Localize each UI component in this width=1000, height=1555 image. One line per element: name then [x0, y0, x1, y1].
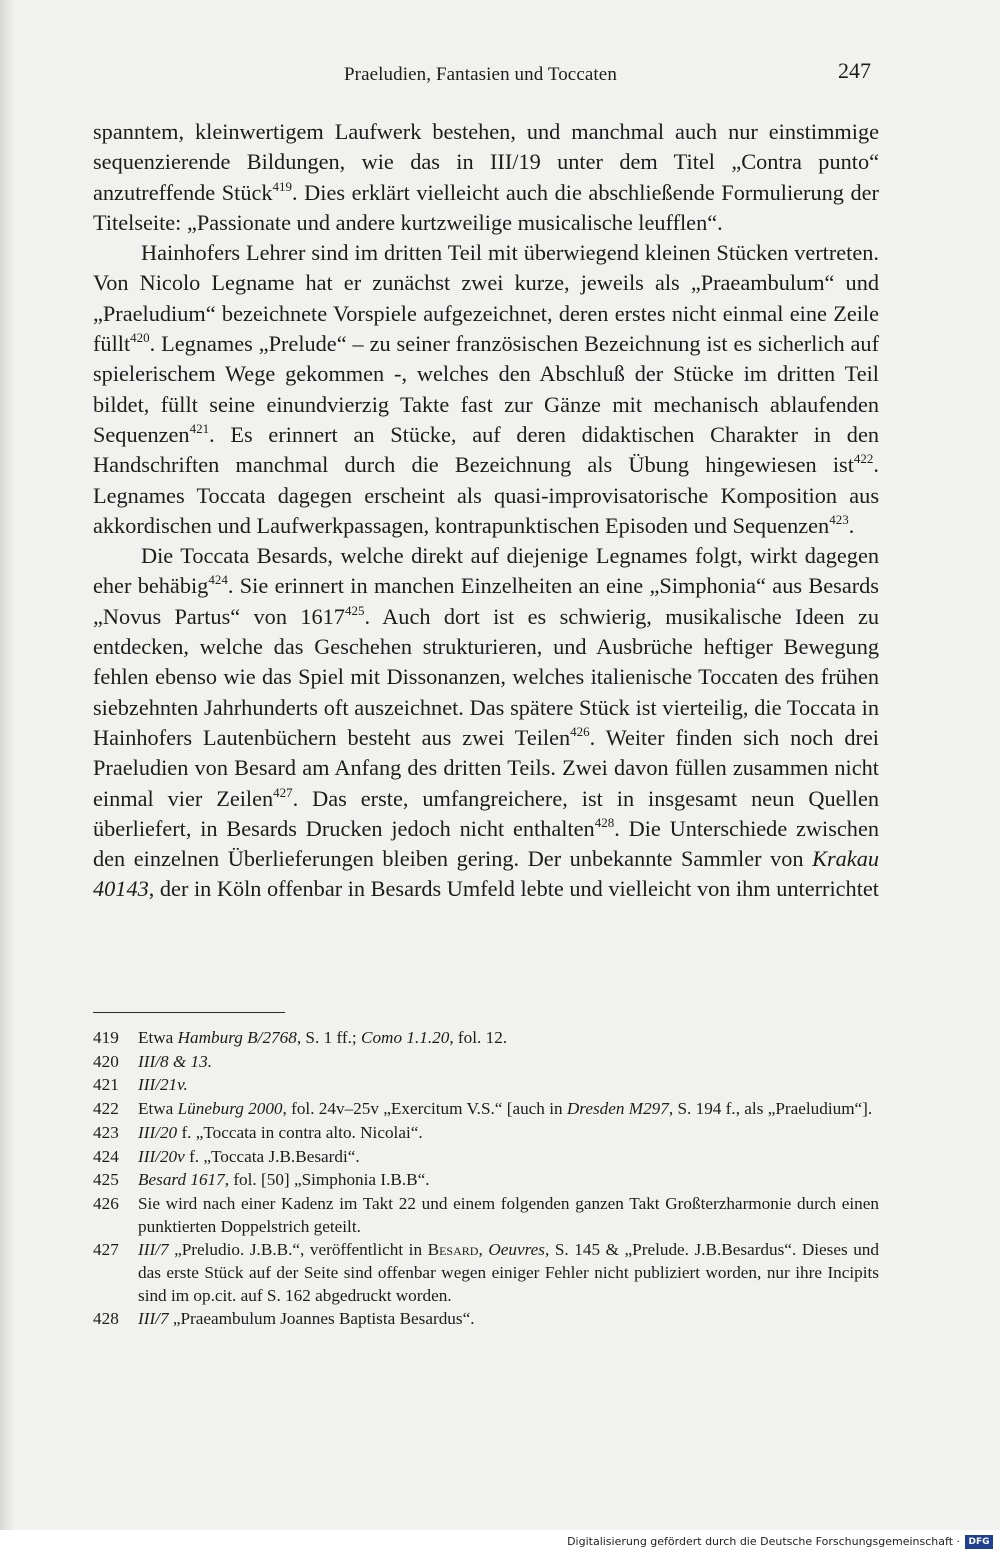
footnote-number: 420 [93, 1051, 119, 1071]
footnotes [93, 1027, 879, 1332]
digitization-credit-bar [0, 1530, 1000, 1555]
footnote-420 [93, 1051, 879, 1074]
italic-source: III/21v. [138, 1075, 188, 1095]
dfg-logo[interactable]: DFG [965, 1535, 993, 1549]
text-run: Etwa [138, 1099, 178, 1119]
italic-source: III/8 & 13. [138, 1051, 212, 1071]
italic-source: Hamburg B/2768 [177, 1028, 297, 1047]
italic-source: III/20 [138, 1122, 178, 1142]
italic-source: Besard 1617 [138, 1170, 225, 1190]
text-run: . Weiter finden sich noch drei Praeludien von Besard am Anfang des dritten Teils. Zwei davon füllen zusammen nicht einmal vier Zeilen [93, 724, 879, 811]
footnote-number: 423 [93, 1122, 119, 1142]
footnote-ref-422[interactable]: 422 [853, 451, 874, 467]
paragraph-2 [93, 238, 879, 541]
footnote-419 [93, 1027, 879, 1050]
footnote-number: 421 [93, 1075, 119, 1095]
text-run: , der in Köln offenbar in Besards Umfeld lebte und vielleicht von ihm unterrichtet [148, 876, 879, 902]
footnote-number: 428 [93, 1309, 119, 1329]
footnote-ref-421[interactable]: 421 [189, 420, 210, 436]
text-run: . Legnames „Prelude“ – zu seiner französischen Bezeichnung ist es sicherlich auf spielerischem Wege gekommen -, welches den Abschluß der Stücke im dritten Teil bildet, füllt seine einundvierzig Takte fast zur Gänze mit mechanisch ablaufenden Sequenzen [93, 331, 879, 447]
text-run: „Preludio. J.B.B.“, veröffentlicht in [168, 1240, 428, 1260]
footnote-ref-419[interactable]: 419 [272, 178, 293, 194]
footnote-separator [93, 1012, 285, 1013]
footnote-number: 419 [93, 1028, 119, 1047]
footnote-ref-420[interactable]: 420 [130, 330, 150, 346]
footnote-number: 425 [93, 1170, 119, 1190]
running-title: Praeludien, Fantasien und Toccaten [344, 64, 617, 85]
text-run: . Auch dort ist es schwierig, musikalische Ideen zu entdecken, welche das Geschehen strukturieren, und Ausbrüche heftiger Bewegung fehlen ebenso wie das Spiel mit Dissonanzen, welches italienische Toccaten des frühen siebzehnten Jahrhunderts oft auszeichnet. Das spätere Stück ist vierteilig, die Toccata in Hainhofers Lautenbüchern besteht aus zwei Teilen [93, 603, 879, 750]
footnote-422 [93, 1098, 879, 1121]
paragraph-3 [93, 541, 879, 905]
text-run: Hainhofers Lehrer sind im dritten Teil mit überwiegend kleinen Stücken vertreten. Von Nicolo Legname hat er zunächst zwei kurze, jeweils als „Praeambulum“ und „Praeludium“ bezeichnete Vorspiele aufgezeichnet, deren erstes nicht einmal eine Zeile füllt [93, 240, 879, 357]
footnote-424 [93, 1146, 879, 1169]
italic-source: Lüneburg 2000 [177, 1099, 283, 1119]
footnote-number: 424 [93, 1146, 119, 1166]
footnote-ref-423[interactable]: 423 [829, 511, 849, 527]
italic-source: III/7 [138, 1309, 169, 1329]
body-text [93, 117, 879, 905]
text-run: „Praeambulum Joannes Baptista Besardus“. [168, 1309, 475, 1329]
text-run: . Das erste, umfangreichere, ist in insgesamt neun Quellen überliefert, in Besards Drucken jedoch nicht enthalten [93, 785, 879, 841]
text-run: , S. 194 f., als „Praeludium“]. [668, 1099, 873, 1119]
italic-source: III/20v [138, 1146, 185, 1166]
text-run: . Die Unterschiede zwischen den einzelnen Überlieferungen bleiben gering. Der unbekannte Sammler von [93, 815, 879, 872]
text-run: . Legnames Toccata dagegen erscheint als quasi-improvisatorische Komposition aus akkordischen und Laufwerkpassagen, kontrapunktischen Episoden und Sequenzen [93, 452, 879, 538]
text-run: , [478, 1240, 489, 1260]
page-gutter-shadow [0, 0, 14, 1530]
italic-source: Oeuvres [488, 1240, 545, 1260]
footnote-ref-427[interactable]: 427 [273, 784, 293, 800]
text-run: f. „Toccata in contra alto. Nicolai“. [177, 1122, 423, 1142]
italic-source: III/7 [138, 1240, 169, 1260]
footnote-425 [93, 1169, 879, 1192]
text-run: Die Toccata Besards, welche direkt auf diejenige Legnames folgt, wirkt dagegen eher behäbig [93, 543, 879, 599]
italic-source-title: Krakau 40143 [93, 846, 879, 902]
small-caps-author: Besard [427, 1240, 479, 1260]
footnote-ref-426[interactable]: 426 [570, 723, 590, 739]
text-run: . [848, 512, 855, 538]
footnote-ref-424[interactable]: 424 [208, 572, 228, 588]
text-run: f. „Toccata J.B.Besardi“. [184, 1146, 360, 1166]
text-run: spanntem, kleinwertigem Laufwerk bestehen, und manchmal auch nur einstimmige sequenzierende Bildungen, wie das in III/19 unter dem Titel „Contra punto“ anzutreffende Stück [93, 119, 879, 205]
footnote-number: 422 [93, 1099, 119, 1119]
paragraph-1 [93, 117, 879, 238]
text-run: , fol. 12. [449, 1028, 508, 1047]
dfg-credit-text: Digitalisierung gefördert durch die Deutsche Forschungsgemeinschaft · [567, 1535, 960, 1548]
text-run: , fol. [50] „Simphonia I.B.B“. [224, 1170, 430, 1190]
footnote-number: 426 [93, 1193, 119, 1213]
page-number: 247 [838, 58, 871, 83]
footnote-421 [93, 1074, 879, 1097]
footnote-ref-428[interactable]: 428 [594, 814, 615, 830]
footnote-428 [93, 1308, 879, 1331]
text-run: , S. 145 & „Prelude. J.B.Besardus“. Dieses und das erste Stück auf der Seite sind offenbar wegen einiger Fehler nicht publiziert worden, nur ihre Incipits sind im op.cit. auf S. 162 abgedruckt worden. [138, 1240, 879, 1305]
running-head [0, 58, 1000, 98]
text-run: . Es erinnert an Stücke, auf deren didaktischen Charakter in den Handschriften manchmal durch die Bezeichnung als Übung hingewiesen ist [93, 421, 879, 478]
text-run: Sie wird nach einer Kadenz im Takt 22 und einem folgenden ganzen Takt Großterzharmonie durch einen punktierten Doppelstrich geteilt. [138, 1193, 879, 1236]
text-run: , fol. 24v–25v „Exercitum V.S.“ [auch in [282, 1099, 567, 1119]
footnote-423 [93, 1122, 879, 1145]
italic-source: Como 1.1.20 [360, 1028, 450, 1047]
footnote-ref-425[interactable]: 425 [344, 602, 365, 618]
footnote-number: 427 [93, 1240, 119, 1260]
footnote-427 [93, 1239, 879, 1307]
italic-source: Dresden M297 [566, 1099, 669, 1119]
text-run: . Sie erinnert in manchen Einzelheiten an eine „Simphonia“ aus Besards „Novus Partus“ von 1617 [93, 573, 879, 629]
footnote-426 [93, 1193, 879, 1238]
text-run: Etwa [138, 1028, 178, 1047]
text-run: , S. 1 ff.; [296, 1028, 361, 1047]
text-run: . Dies erklärt vielleicht auch die abschließende Formulierung der Titelseite: „Passionate und andere kurtzweilige musicalische leufflen“. [93, 179, 879, 235]
